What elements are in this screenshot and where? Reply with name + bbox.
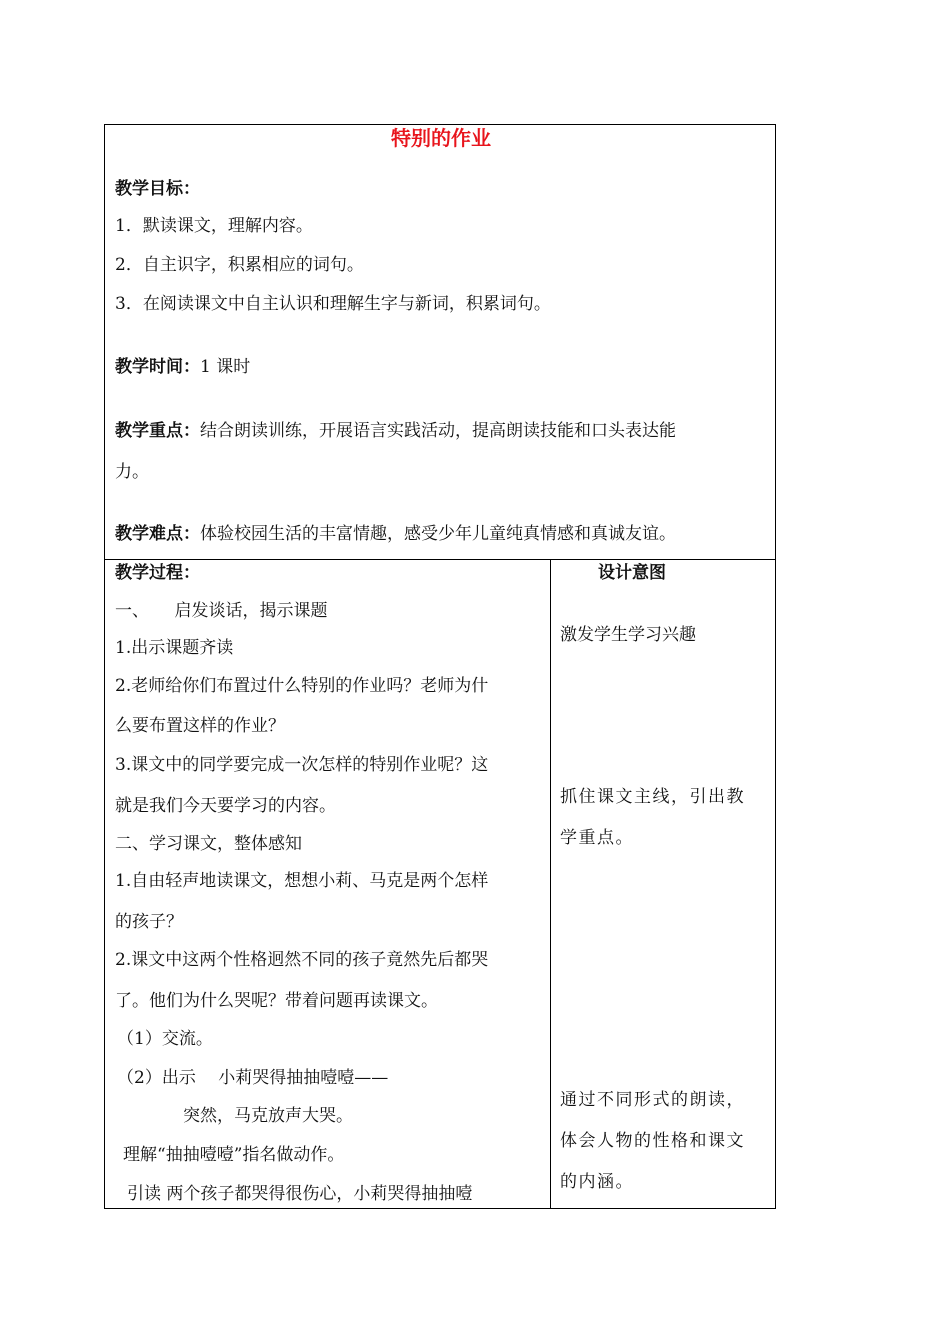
- process-line: 2.课文中这两个性格迥然不同的孩子竟然先后都哭: [115, 950, 489, 970]
- process-line: 突然，马克放声大哭。: [183, 1106, 353, 1126]
- design-note: 学重点。: [560, 828, 634, 848]
- process-line: 的孩子？: [115, 912, 183, 932]
- teaching-focus: [115, 420, 676, 442]
- process-line: 么要布置这样的作业？: [115, 716, 285, 736]
- design-note: 体会人物的性格和课文: [560, 1131, 745, 1151]
- teaching-focus-label: 教学重点：: [115, 421, 200, 441]
- process-line: 1.出示课题齐读: [115, 638, 234, 658]
- design-heading: 设计意图: [598, 563, 666, 583]
- teaching-time: [115, 356, 250, 378]
- process-heading: 教学过程：: [115, 563, 200, 583]
- process-line: 1.自由轻声地读课文，想想小莉、马克是两个怎样: [115, 871, 489, 891]
- design-cell: [550, 559, 776, 1209]
- teaching-difficulty-text: 体验校园生活的丰富情趣，感受少年儿童纯真情感和真诚友谊。: [200, 524, 676, 544]
- teaching-focus-text: 结合朗读训练，开展语言实践活动，提高朗读技能和口头表达能: [200, 421, 676, 441]
- process-line: 就是我们今天要学习的内容。: [115, 796, 336, 816]
- process-line: 2.老师给你们布置过什么特别的作业吗？老师为什: [115, 676, 489, 696]
- teaching-difficulty-label: 教学难点：: [115, 524, 200, 544]
- objective-item: 2．自主识字，积累相应的词句。: [115, 255, 364, 275]
- teaching-difficulty: [115, 523, 676, 545]
- design-note: 通过不同形式的朗读，: [560, 1090, 745, 1110]
- process-line: 引读 两个孩子都哭得很伤心，小莉哭得抽抽噎: [127, 1184, 473, 1204]
- process-line: （2）出示 小莉哭得抽抽噎噎——: [117, 1068, 389, 1088]
- objective-item: 3．在阅读课文中自主认识和理解生字与新词，积累词句。: [115, 294, 551, 314]
- page-title: 特别的作业: [391, 126, 491, 150]
- process-line: 二、学习课文，整体感知: [115, 834, 302, 854]
- teaching-time-value: 1 课时: [200, 357, 251, 377]
- process-line: 3.课文中的同学要完成一次怎样的特别作业呢？这: [115, 755, 489, 775]
- design-note: 抓住课文主线，引出教: [560, 787, 745, 807]
- design-note: 的内涵。: [560, 1172, 634, 1192]
- process-line: （1）交流。: [117, 1029, 213, 1049]
- teaching-time-label: 教学时间：: [115, 357, 200, 377]
- header-cell: [104, 124, 776, 560]
- process-line: 了。他们为什么哭呢？带着问题再读课文。: [115, 991, 438, 1011]
- objectives-heading: 教学目标：: [115, 179, 200, 199]
- process-cell: [104, 559, 551, 1209]
- objective-item: 1．默读课文，理解内容。: [115, 216, 313, 236]
- process-line: 理解“抽抽噎噎”指名做动作。: [123, 1145, 345, 1165]
- teaching-focus-continued: 力。: [115, 462, 149, 482]
- process-line: 一、 启发谈话，揭示课题: [115, 601, 328, 621]
- design-note: 激发学生学习兴趣: [560, 625, 696, 645]
